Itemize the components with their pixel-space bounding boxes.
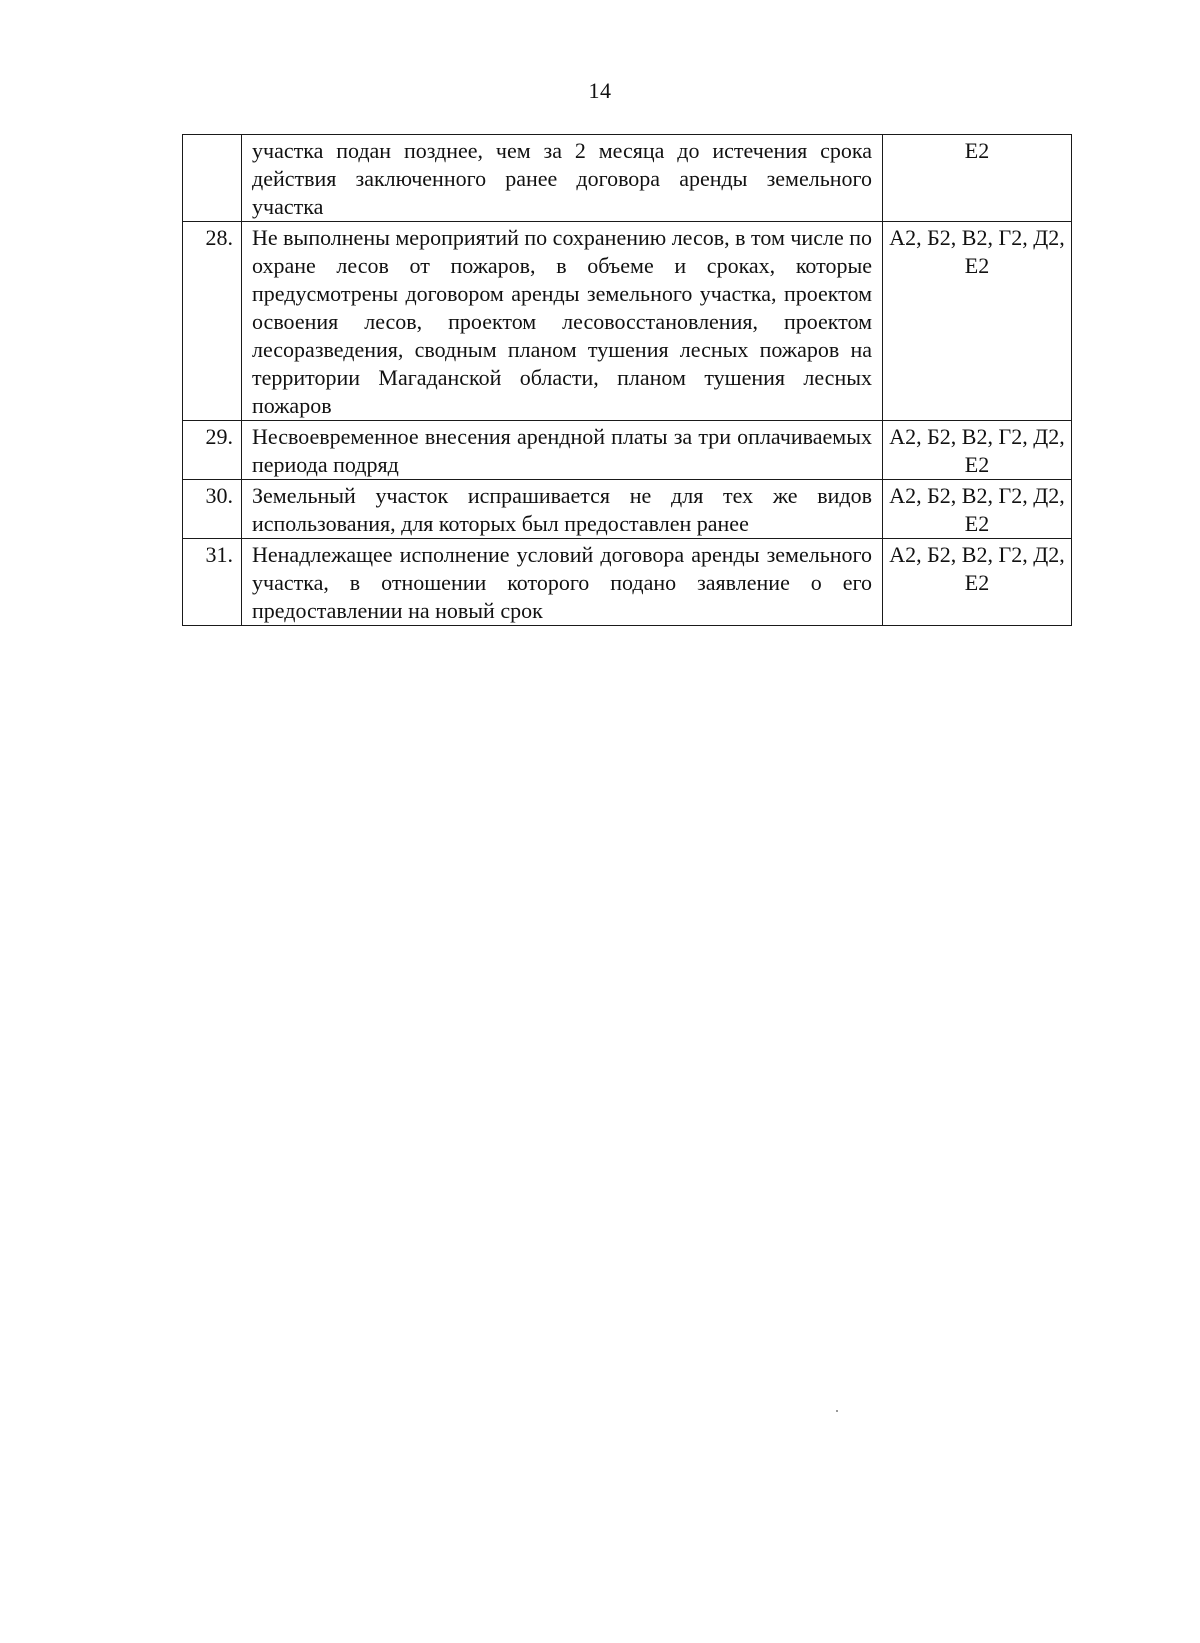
row-description: Несвоевременное внесения арендной платы за три оплачиваемых периода подряд xyxy=(242,421,883,480)
row-number: 30. xyxy=(183,480,242,539)
row-codes xyxy=(883,222,1072,421)
codes-line: А2, Б2, В2, Г2, Д2, xyxy=(889,424,1065,449)
table-row xyxy=(183,539,1072,626)
row-number xyxy=(183,135,242,222)
scan-speck xyxy=(836,1410,838,1412)
row-number: 31. xyxy=(183,539,242,626)
row-codes xyxy=(883,421,1072,480)
table-row xyxy=(183,135,1072,222)
row-description: Не выполнены мероприятий по сохранению лесов, в том числе по охране лесов от пожаров, в объеме и сроках, которые предусмотрены договором аренды земельного участка, проектом освоения лесов, проектом лесовосстановления, проектом лесоразведения, сводным планом тушения лесных пожаров на территории Магаданской области, планом тушения лесных пожаров xyxy=(242,222,883,421)
table-row xyxy=(183,222,1072,421)
row-number: 29. xyxy=(183,421,242,480)
row-description: Ненадлежащее исполнение условий договора аренды земельного участка, в отношении которого подано заявление о его предоставлении на новый срок xyxy=(242,539,883,626)
codes-line: Е2 xyxy=(964,511,990,536)
page-number: 14 xyxy=(588,78,612,103)
codes-line: А2, Б2, В2, Г2, Д2, xyxy=(889,225,1065,250)
row-codes xyxy=(883,135,1072,222)
codes-line: Е2 xyxy=(964,253,990,278)
codes-line: Е2 xyxy=(964,452,990,477)
row-description: участка подан позднее, чем за 2 месяца до истечения срока действия заключенного ранее договора аренды земельного участка xyxy=(242,135,883,222)
codes-line: Е2 xyxy=(964,138,990,163)
row-codes xyxy=(883,539,1072,626)
row-number: 28. xyxy=(183,222,242,421)
table-row xyxy=(183,421,1072,480)
row-codes xyxy=(883,480,1072,539)
codes-line: Е2 xyxy=(964,570,990,595)
codes-line: А2, Б2, В2, Г2, Д2, xyxy=(889,542,1065,567)
row-description: Земельный участок испрашивается не для тех же видов использования, для которых был предоставлен ранее xyxy=(242,480,883,539)
codes-line: А2, Б2, В2, Г2, Д2, xyxy=(889,483,1065,508)
grounds-table xyxy=(182,134,1072,626)
table-row xyxy=(183,480,1072,539)
